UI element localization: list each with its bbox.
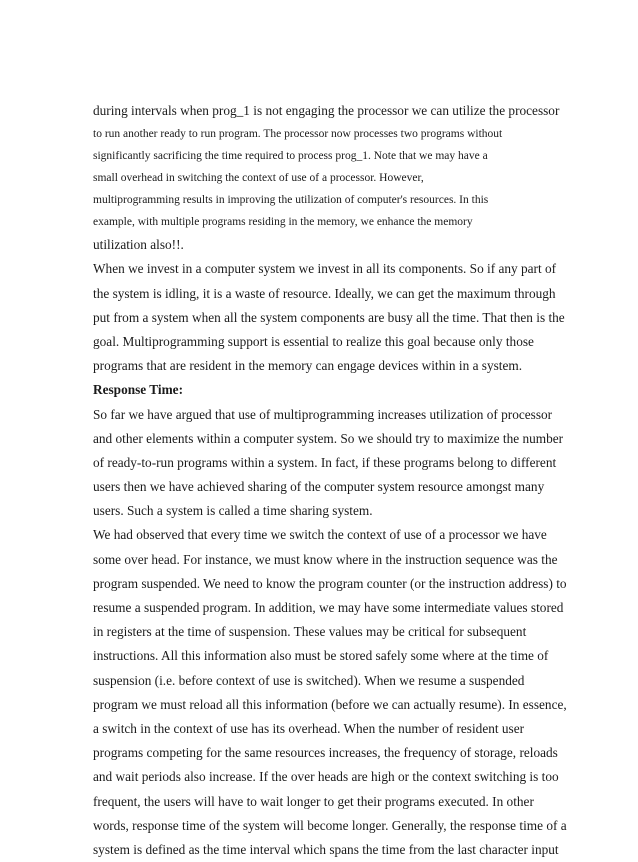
text-line: resume a suspended program. In addition, we may have some intermediate values stored — [93, 600, 564, 615]
section-heading: Response Time: — [93, 382, 184, 398]
text-line: the system is idling, it is a waste of resource. Ideally, we can get the maximum through — [93, 285, 556, 301]
text-line: multiprogramming results in improving the utilization of computer's resources. In this — [93, 194, 489, 207]
text-line: programs that are resident in the memory can engage devices within in a system. — [93, 358, 523, 374]
text-line: significantly sacrificing the time required to process prog_1. Note that we may have a — [93, 150, 488, 163]
text-line: goal. Multiprogramming support is essential to realize this goal because only those — [93, 333, 534, 349]
text-line: suspension (i.e. before context of use is switched). When we resume a suspended — [93, 672, 525, 688]
text-line: utilization also!!. — [93, 237, 184, 253]
text-line: in registers at the time of suspension. These values may be critical for subsequent — [93, 624, 527, 640]
text-line: users then we have achieved sharing of the computer system resource amongst many — [93, 479, 545, 495]
text-line: users. Such a system is called a time sharing system. — [93, 503, 373, 519]
text-line: frequent, the users will have to wait longer to get their programs executed. In other — [93, 793, 534, 809]
text-line: of ready-to-run programs within a system. In fact, if these programs belong to different — [93, 454, 557, 470]
text-line: system is defined as the time interval which spans the time from the last character input — [93, 841, 559, 857]
text-line: to run another ready to run program. The processor now processes two programs without — [93, 128, 503, 141]
text-line: small overhead in switching the context of use of a processor. However, — [93, 172, 424, 185]
text-line: example, with multiple programs residing in the memory, we enhance the memory — [93, 216, 473, 229]
text-line: We had observed that every time we switch the context of use of a processor we have — [93, 527, 547, 543]
text-line: words, response time of the system will become longer. Generally, the response time of a — [93, 817, 567, 833]
text-line: program we must reload all this information (before we can actually resume). In essence, — [93, 696, 567, 712]
document-body — [93, 99, 567, 862]
text-line: some over head. For instance, we must know where in the instruction sequence was the — [93, 551, 558, 567]
text-line: and other elements within a computer system. So we should try to maximize the number — [93, 430, 564, 446]
text-line: program suspended. We need to know the program counter (or the instruction address) to — [93, 575, 567, 591]
text-line: and wait periods also increase. If the over heads are high or the context switching is too — [93, 769, 559, 785]
text-line: instructions. All this information also must be stored safely some where at the time of — [93, 648, 549, 664]
text-line: a switch in the context of use has its overhead. When the number of resident user — [93, 720, 525, 736]
text-line: So far we have argued that use of multiprogramming increases utilization of processor — [93, 406, 553, 422]
text-line: during intervals when prog_1 is not engaging the processor we can utilize the processor — [93, 103, 560, 118]
text-line: When we invest in a computer system we invest in all its components. So if any part of — [93, 261, 557, 277]
text-line: programs competing for the same resources increases, the frequency of storage, reloads — [93, 745, 558, 761]
text-line: put from a system when all the system components are busy all the time. That then is the — [93, 309, 565, 325]
